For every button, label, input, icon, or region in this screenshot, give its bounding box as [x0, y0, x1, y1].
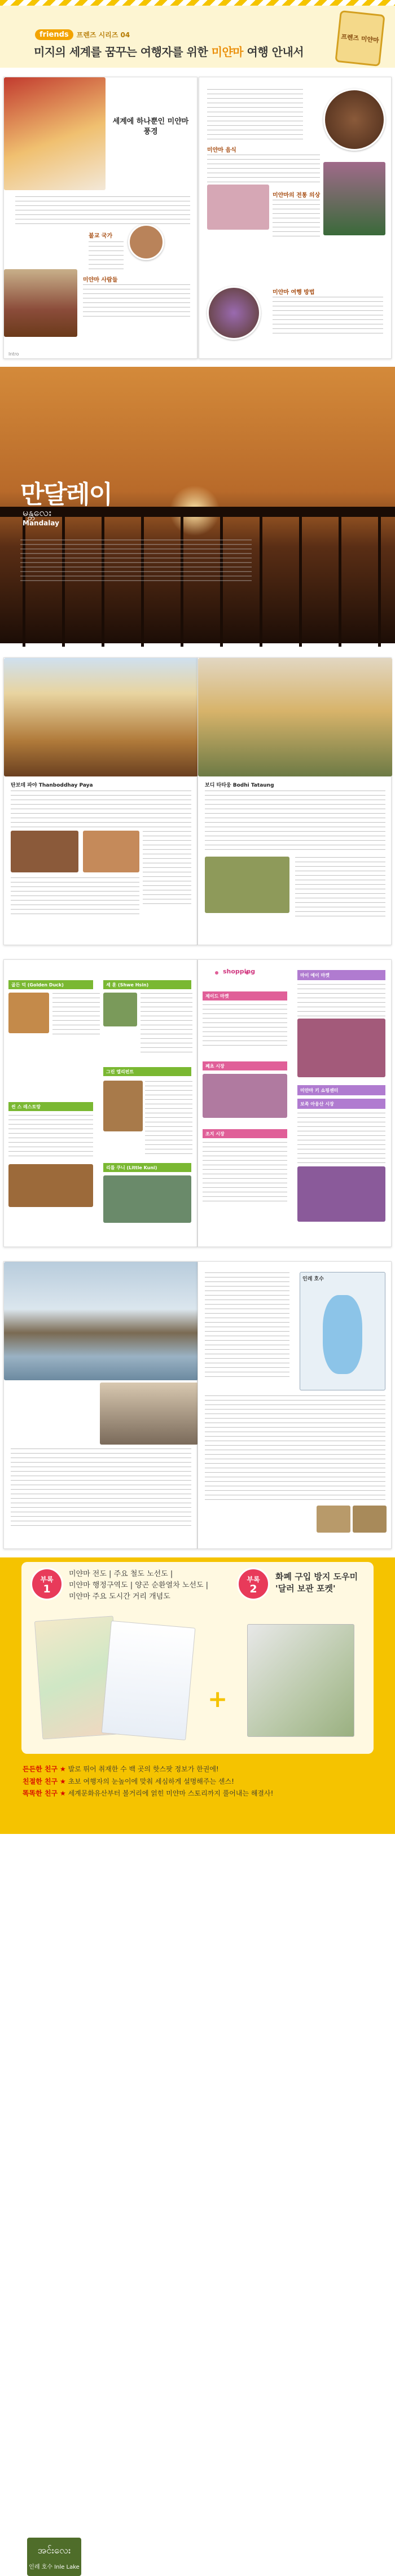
- caption-3-text: [207, 154, 320, 182]
- mandalay-title-ko: 만달레이: [20, 480, 112, 509]
- bonus-2-number: 2: [249, 1583, 257, 1595]
- map-title: 인레 호수: [302, 1276, 324, 1282]
- bonus-2-badge: [237, 1568, 270, 1600]
- bazaar-photo: [297, 1166, 385, 1222]
- thanboddhay-temple-photo: [4, 658, 198, 776]
- left-text-2: [143, 831, 191, 904]
- inle-text-left: [11, 1448, 191, 1527]
- feature-2-star: ★: [59, 1777, 66, 1785]
- inle-label: [27, 2538, 81, 2576]
- garden-photo: [103, 1175, 191, 1223]
- shop-text-2: [203, 1142, 287, 1204]
- feature-3: [23, 1788, 384, 1800]
- bonus-1-item-3: 미얀마 주요 도시간 거리 개념도: [69, 1592, 170, 1601]
- shop-tab-3: 조지 시장: [203, 1129, 287, 1138]
- food-text-4: [145, 1081, 192, 1154]
- caption-1: 불교 국가: [89, 233, 113, 239]
- feature-2-key: 친절한 친구: [23, 1777, 58, 1785]
- bonus-1-badge: [30, 1568, 63, 1600]
- market-photo: [203, 1074, 287, 1118]
- shop-tab-2: 쩨초 시장: [203, 1061, 287, 1070]
- food-tab-2: 셰 훈 (Shwe Hsin): [103, 980, 191, 989]
- shop-text-1: [203, 1004, 287, 1049]
- bonus-1-item-1: 미얀마 전도 | 주요 철도 노선도 |: [69, 1570, 173, 1578]
- feature-3-text: 세계문화유산부터 볼거리에 얽힌 미얀마 스토리까지 풀어내는 해결사!: [68, 1789, 274, 1798]
- food-tab-3: 그린 엘리펀트: [103, 1067, 191, 1076]
- food-photo-2: [103, 993, 137, 1026]
- food-tab-5: 리틀 쿠니 (Little Kuni): [103, 1163, 191, 1172]
- top-stripe: [0, 0, 395, 6]
- food-photo-1: [8, 993, 49, 1033]
- feature-3-key: 똑똑한 친구: [23, 1789, 58, 1798]
- temple-small-photo-2: [353, 1506, 387, 1533]
- mandalay-hero: [0, 367, 395, 643]
- shopping-center-photo: [297, 1019, 385, 1077]
- feature-3-star: ★: [59, 1789, 66, 1798]
- bodhi-tataung-photo: [198, 658, 392, 776]
- shopping-page: [198, 959, 392, 1247]
- feature-2: [23, 1776, 384, 1788]
- page-number-left: Intro: [8, 352, 19, 357]
- reclining-buddha-photo: [4, 77, 106, 190]
- inle-label-my: အင်းလေး: [37, 2545, 71, 2556]
- woman-portrait-photo: [128, 224, 164, 260]
- spread-sights: [0, 657, 395, 951]
- title-post: 여행 안내서: [243, 45, 304, 59]
- map-insert-2: [102, 1621, 196, 1740]
- right-text: [205, 790, 385, 852]
- bonus-2-list: [275, 1571, 358, 1595]
- feature-1-key: 든든한 친구: [23, 1765, 58, 1773]
- intro-text: [15, 196, 190, 227]
- plus-sign: +: [208, 1685, 228, 1713]
- food-text-1: [52, 993, 100, 1038]
- caption-5: 미얀마 여행 방법: [273, 289, 315, 296]
- inle-right-page: [198, 1261, 392, 1549]
- bonus-1-item-2: 미얀마 행정구역도 | 양곤 순환열차 노선도 |: [69, 1581, 209, 1590]
- feature-1-star: ★: [59, 1765, 66, 1773]
- inle-lake-map: [300, 1272, 385, 1390]
- shop-tab-1: 제이드 마켓: [203, 991, 287, 1000]
- woman-reading-photo: [207, 185, 269, 230]
- sights-right-page: [198, 657, 392, 945]
- inle-text-right: [205, 1272, 289, 1379]
- spread-food-shopping: [0, 959, 395, 1253]
- spread-intro: [0, 73, 395, 361]
- series-label: [35, 29, 130, 40]
- caption-5-text: [273, 296, 383, 336]
- title-pre: 미지의 세계를 꿈꾸는 여행자를 위한: [34, 45, 212, 59]
- caption-4: 미얀마의 전통 의상: [273, 192, 321, 199]
- shop-tab-5: 미얀마 키 쇼핑센터: [297, 1085, 385, 1095]
- inle-label-ko: 인레 호수 Inle Lake: [29, 2564, 80, 2570]
- temple-interior-photo: [11, 831, 78, 872]
- caption-3: 미얀마 음식: [207, 147, 236, 153]
- mandalay-text: [20, 539, 252, 581]
- page-title: [34, 43, 304, 59]
- bonus-panel: [21, 1562, 374, 1754]
- right-heading: 보디 타타웅 Bodhi Tataung: [205, 783, 274, 788]
- bonus-2-item-1: 화폐 구입 방지 도우미: [275, 1572, 358, 1582]
- page-header: [0, 6, 395, 68]
- page-left: [3, 77, 198, 359]
- food-text-2: [141, 993, 192, 1055]
- traditional-dress-photo: [323, 162, 385, 235]
- right-text-2: [295, 857, 385, 919]
- food-page: [3, 959, 198, 1247]
- caption-2-text: [83, 284, 190, 318]
- book-cover-thumbnail: 프렌즈 미얀마: [335, 10, 385, 67]
- lake-shape: [323, 1295, 362, 1374]
- bonus-2-label: 부록: [247, 1576, 260, 1583]
- shop-tab-4: 마이 예이 마켓: [297, 970, 385, 980]
- food-tab-1: 골든 덕 (Golden Duck): [8, 980, 93, 989]
- shop-text-3: [297, 984, 385, 1017]
- right-intro-text: [207, 89, 303, 139]
- restaurant-photo: [8, 1164, 93, 1207]
- mandalay-title-en: Mandalay: [23, 519, 59, 527]
- shop-text-4: [297, 1112, 385, 1163]
- feature-2-text: 초보 여행자의 눈높이에 맞춰 세심하게 설명해주는 센스!: [68, 1777, 234, 1785]
- inle-text-right-2: [205, 1395, 385, 1502]
- caption-1-text: [89, 241, 124, 269]
- temple-small-photo-1: [317, 1506, 350, 1533]
- shop-tab-6: 보족 아웅산 시장: [297, 1099, 385, 1109]
- food-tab-4: 씬 스 레스토랑: [8, 1102, 93, 1111]
- caption-4-text: [273, 199, 320, 239]
- sights-left-page: [3, 657, 198, 945]
- page-right: [199, 77, 392, 359]
- inle-stilt-houses-photo: [4, 1262, 198, 1380]
- market-stall-photo: [207, 286, 261, 340]
- series-text: 프렌즈 시리즈 04: [76, 31, 130, 39]
- monks-procession-photo: [4, 269, 77, 337]
- feature-1: [23, 1763, 384, 1776]
- bonus-section: [0, 1557, 395, 1834]
- title-highlight: 미얀마: [211, 45, 244, 59]
- trees-buddhas-photo: [205, 857, 289, 913]
- people-portrait-photo: [323, 89, 385, 151]
- caption-2: 미얀마 사람들: [83, 277, 118, 283]
- shopping-heading: shopping: [223, 968, 256, 975]
- bonus-1-number: 1: [43, 1583, 51, 1595]
- feature-list: [23, 1763, 384, 1800]
- feature-1-text: 발로 뛰어 취재한 수 백 곳의 핫스팟 정보가 한권에!: [68, 1765, 219, 1773]
- buddha-photo: [83, 831, 139, 872]
- bonus-2-item-2: '달러 보관 포켓': [275, 1583, 336, 1594]
- left-text: [11, 790, 191, 830]
- shop-bullet-1: [215, 971, 218, 975]
- fisherman-photo: [100, 1383, 198, 1445]
- bonus-1-label: 부록: [40, 1576, 54, 1583]
- left-heading: 탄보데 파야 Thanboddhay Paya: [11, 783, 93, 788]
- inle-left-page: [3, 1261, 198, 1549]
- left-text-3: [11, 877, 139, 916]
- friends-logo: friends: [35, 29, 73, 40]
- mandalay-title-my: မန္တလေး: [23, 507, 51, 519]
- dollar-pocket-photo: [247, 1624, 354, 1737]
- food-photo-3: [103, 1081, 143, 1131]
- intro-title: 세계에 하나뿐인 미얀마 풍경: [112, 117, 189, 137]
- food-text-3: [8, 1114, 93, 1160]
- bonus-1-list: [69, 1569, 208, 1603]
